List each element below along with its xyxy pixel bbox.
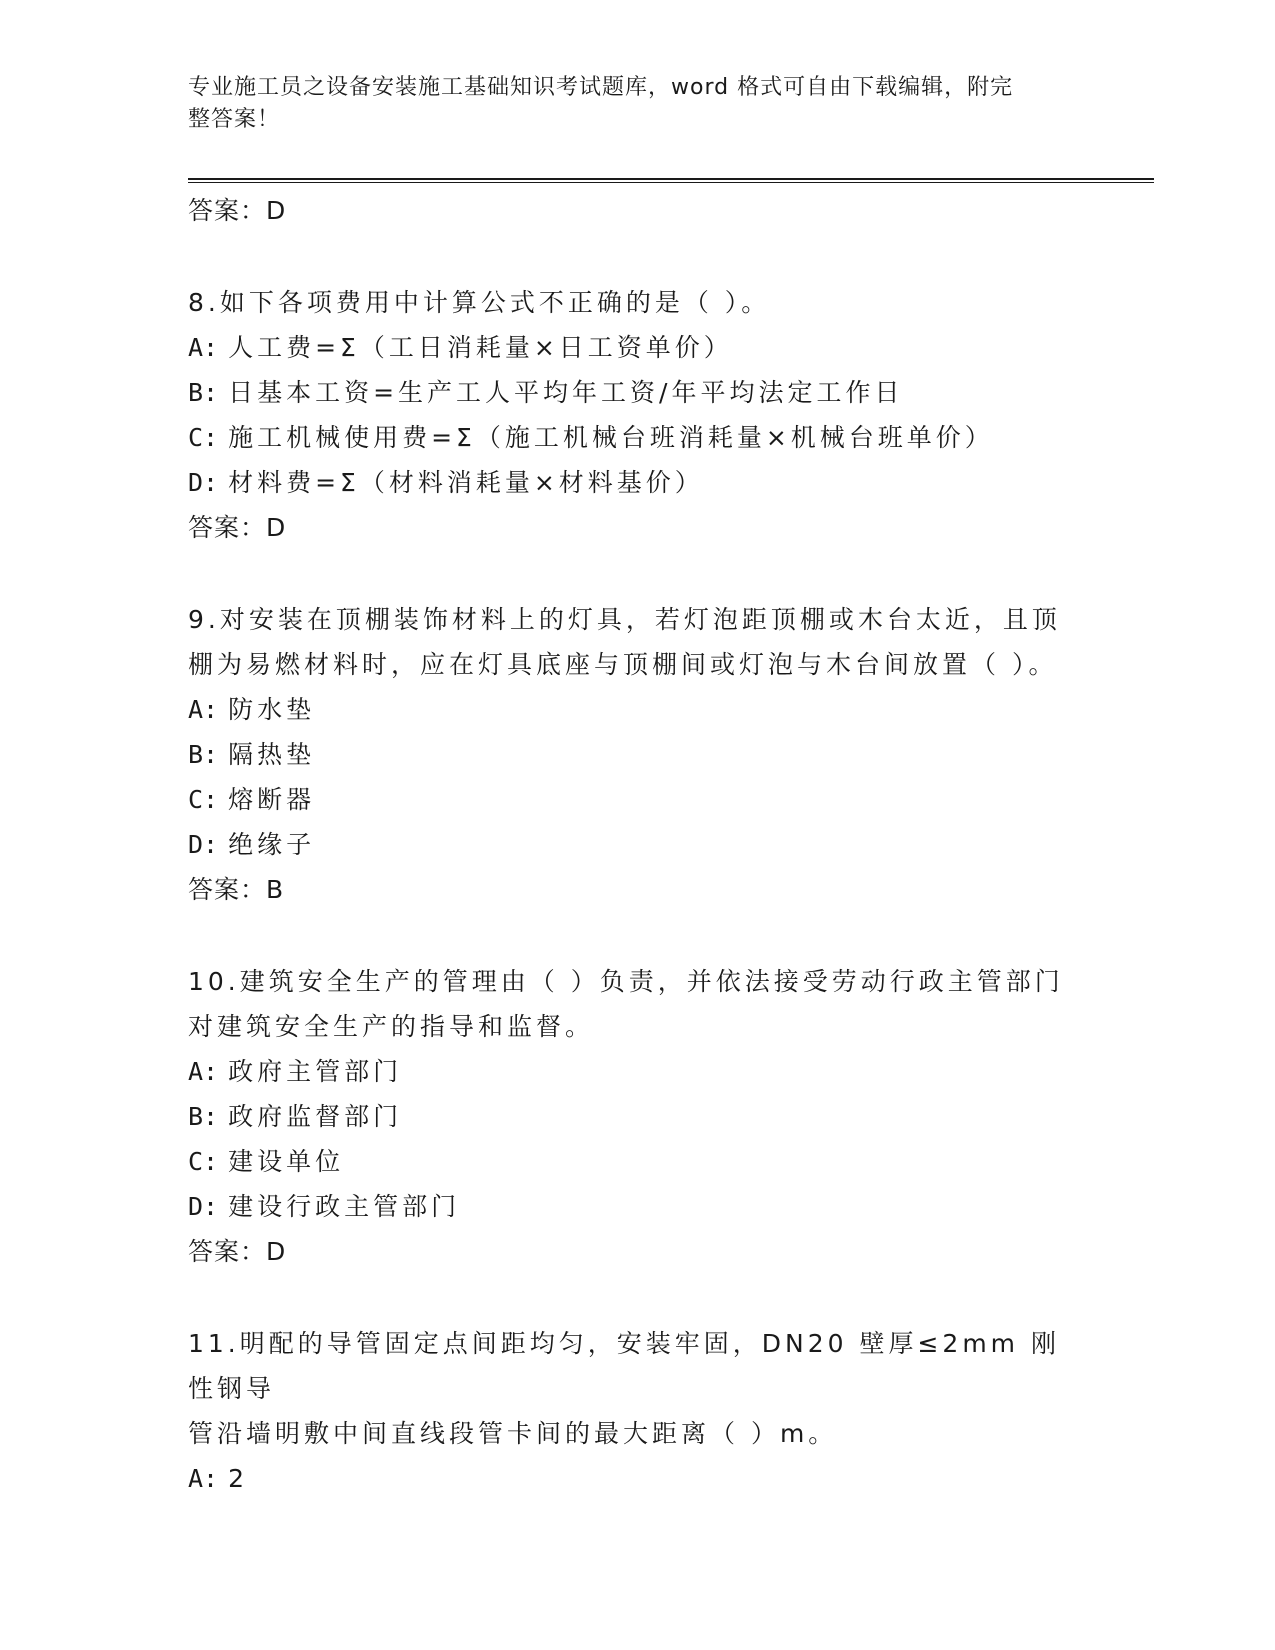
spacer	[188, 233, 1088, 280]
option-key: A:	[188, 333, 219, 362]
option-text: 建设行政主管部门	[228, 1192, 461, 1221]
option-b	[188, 1094, 1088, 1139]
option-key: A:	[188, 1057, 219, 1086]
question-line: 如下各项费用中计算公式不正确的是（ ）。	[219, 288, 771, 317]
option-text: 施工机械使用费=Σ（施工机械台班消耗量×机械台班单价）	[228, 423, 994, 452]
option-key: B:	[188, 740, 219, 769]
question-number: 10.	[188, 967, 240, 996]
option-text: 政府主管部门	[228, 1057, 403, 1086]
answer-line: 答案：B	[188, 875, 285, 904]
option-key: D:	[188, 1192, 219, 1221]
question-text	[188, 1321, 1088, 1411]
header-title-line-2: 整答案！	[188, 107, 281, 132]
option-key: A:	[188, 695, 219, 724]
option-a	[188, 1456, 1088, 1501]
question-number: 11.	[188, 1329, 240, 1358]
question-text	[188, 280, 1088, 325]
header-title-line-1: 专业施工员之设备安装施工基础知识考试题库，word 格式可自由下载编辑，附完	[188, 75, 1014, 100]
option-b	[188, 370, 1088, 415]
option-text: 熔断器	[228, 785, 316, 814]
answer-line: 答案：D	[188, 1237, 287, 1266]
question-text-continued: 对建筑安全生产的指导和监督。	[188, 1012, 595, 1041]
option-key: C:	[188, 785, 219, 814]
question-block	[188, 959, 1088, 1274]
option-key: A:	[188, 1464, 219, 1493]
option-key: C:	[188, 423, 219, 452]
question-text	[188, 597, 1088, 642]
answer-line: 答案：D	[188, 513, 287, 542]
option-c	[188, 415, 1088, 460]
question-number: 9.	[188, 605, 220, 634]
option-text: 人工费=Σ（工日消耗量×日工资单价）	[228, 333, 733, 362]
option-key: B:	[188, 378, 219, 407]
question-line: 明配的导管固定点间距均匀，安装牢固，DN20 壁厚≤2mm 刚性钢导	[188, 1329, 1060, 1403]
option-c	[188, 1139, 1088, 1184]
question-number: 8.	[188, 288, 220, 317]
header-divider	[188, 178, 1154, 183]
option-b	[188, 732, 1088, 777]
question-line: 对安装在顶棚装饰材料上的灯具，若灯泡距顶棚或木台太近，且顶	[219, 605, 1061, 634]
question-line: 建筑安全生产的管理由（ ）负责，并依法接受劳动行政主管部门	[239, 967, 1064, 996]
option-text: 日基本工资=生产工人平均年工资/年平均法定工作日	[228, 378, 904, 407]
option-a	[188, 325, 1088, 370]
option-a	[188, 1049, 1088, 1094]
answer-line: 答案：D	[188, 196, 287, 225]
question-block	[188, 1321, 1088, 1501]
option-text: 材料费=Σ（材料消耗量×材料基价）	[228, 468, 704, 497]
option-key: C:	[188, 1147, 219, 1176]
option-d	[188, 460, 1088, 505]
option-key: D:	[188, 830, 219, 859]
question-list	[188, 188, 1088, 1501]
option-d	[188, 1184, 1088, 1229]
option-text: 建设单位	[228, 1147, 345, 1176]
spacer	[188, 550, 1088, 597]
option-text: 隔热垫	[228, 740, 316, 769]
option-text: 绝缘子	[228, 830, 316, 859]
question-block	[188, 597, 1088, 912]
option-key: B:	[188, 1102, 219, 1131]
question-text	[188, 959, 1088, 1004]
option-d	[188, 822, 1088, 867]
question-text-continued: 棚为易燃材料时，应在灯具底座与顶棚间或灯泡与木台间放置（ ）。	[188, 650, 1058, 679]
option-c	[188, 777, 1088, 822]
question-text-continued: 管沿墙明敷中间直线段管卡间的最大距离（ ）m。	[188, 1419, 838, 1448]
option-a	[188, 687, 1088, 732]
page-header	[188, 72, 1068, 136]
spacer	[188, 912, 1088, 959]
spacer	[188, 1274, 1088, 1321]
option-text: 防水垫	[228, 695, 316, 724]
option-text: 政府监督部门	[228, 1102, 403, 1131]
question-block	[188, 280, 1088, 550]
option-key: D:	[188, 468, 219, 497]
option-text: 2	[228, 1464, 249, 1493]
